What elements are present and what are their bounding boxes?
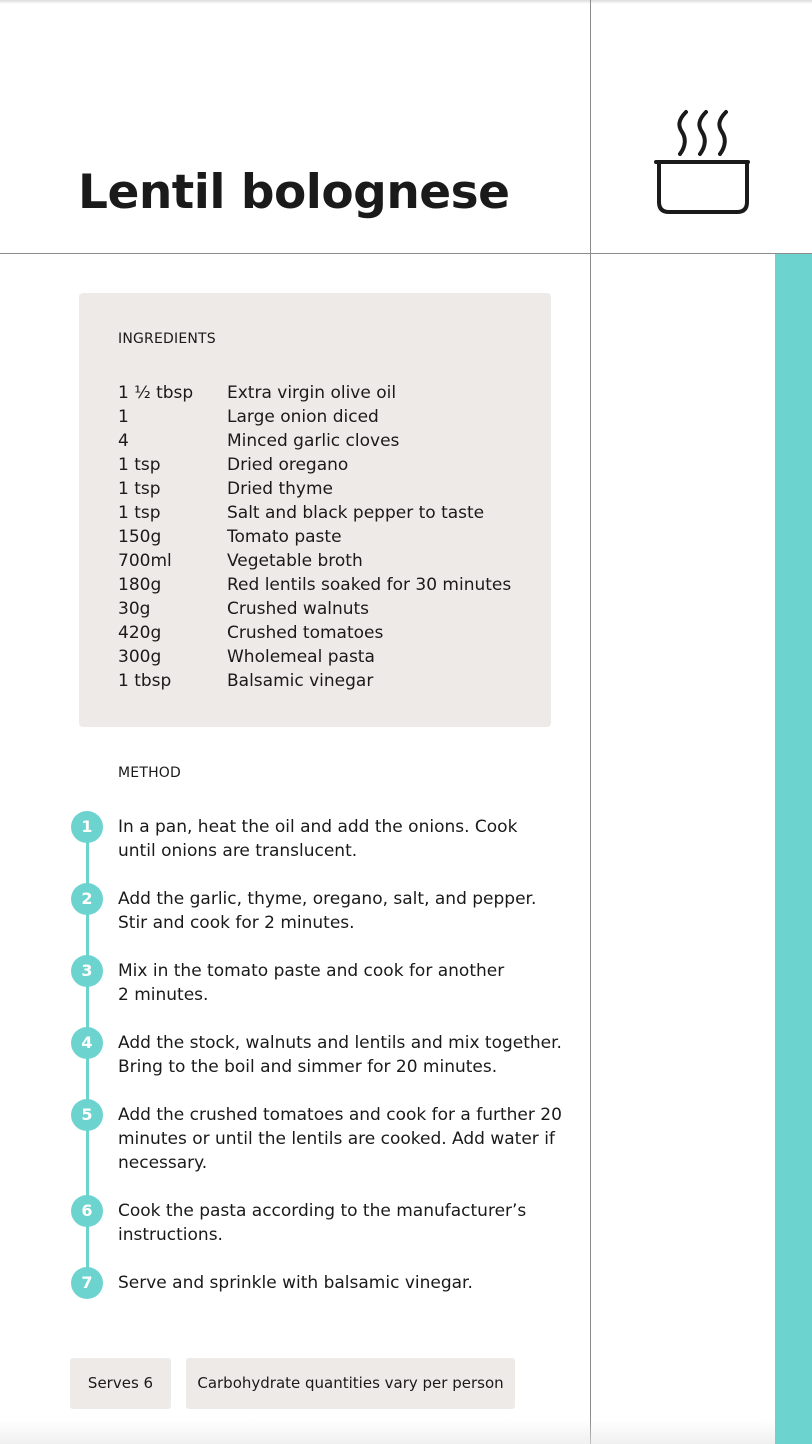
- header-divider: [0, 253, 812, 254]
- ingredient-quantity: 420g: [118, 623, 162, 643]
- ingredient-name: Wholemeal pasta: [227, 647, 375, 667]
- ingredient-quantity: 150g: [118, 527, 162, 547]
- step-text: Add the crushed tomatoes and cook for a further 20 minutes or until the lentils are cooked. Add water if necessary.: [118, 1105, 562, 1173]
- step-text: Add the stock, walnuts and lentils and mix together. Bring to the boil and simmer for 20 minutes.: [118, 1033, 562, 1077]
- ingredient-row: [118, 525, 511, 549]
- step-number-badge: 6: [71, 1195, 103, 1227]
- ingredient-quantity: 700ml: [118, 551, 172, 571]
- accent-bar: [775, 254, 812, 1444]
- ingredient-row: [118, 429, 511, 453]
- ingredient-name: Red lentils soaked for 30 minutes: [227, 575, 512, 595]
- ingredient-name: Tomato paste: [227, 527, 342, 547]
- step-number-badge: 7: [71, 1267, 103, 1299]
- ingredient-quantity: 1 tsp: [118, 455, 161, 475]
- ingredient-quantity: 1 ½ tbsp: [118, 383, 194, 403]
- ingredient-row: [118, 549, 511, 573]
- carbohydrate-note-tag: Carbohydrate quantities vary per person: [186, 1358, 515, 1409]
- bottom-fade: [0, 1420, 775, 1444]
- ingredient-name: Dried oregano: [227, 455, 349, 475]
- step-number-badge: 4: [71, 1027, 103, 1059]
- ingredient-quantity: 300g: [118, 647, 162, 667]
- step-text: Serve and sprinkle with balsamic vinegar.: [118, 1273, 473, 1293]
- ingredient-name: Crushed walnuts: [227, 599, 370, 619]
- ingredient-row: [118, 669, 511, 693]
- top-shadow: [0, 0, 812, 4]
- step-text: Add the garlic, thyme, oregano, salt, and pepper. Stir and cook for 2 minutes.: [118, 889, 537, 933]
- ingredient-name: Crushed tomatoes: [227, 623, 384, 643]
- ingredient-row: [118, 501, 511, 525]
- ingredient-name: Balsamic vinegar: [227, 671, 374, 691]
- cooking-pot-steam-icon: [652, 108, 756, 218]
- method-heading: METHOD: [118, 765, 182, 781]
- ingredient-row: [118, 645, 511, 669]
- recipe-title: Lentil bolognese: [78, 165, 510, 220]
- step-number-badge: 5: [71, 1099, 103, 1131]
- ingredient-name: Minced garlic cloves: [227, 431, 400, 451]
- ingredient-quantity: 180g: [118, 575, 162, 595]
- step-text: In a pan, heat the oil and add the onions. Cook until onions are translucent.: [118, 817, 518, 861]
- ingredient-name: Dried thyme: [227, 479, 333, 499]
- column-divider: [590, 0, 591, 1444]
- ingredient-quantity: 1 tbsp: [118, 671, 172, 691]
- ingredient-row: [118, 597, 511, 621]
- ingredient-quantity: 30g: [118, 599, 151, 619]
- ingredient-quantity: 1 tsp: [118, 503, 161, 523]
- serves-tag: Serves 6: [70, 1358, 171, 1409]
- ingredient-row: [118, 405, 511, 429]
- ingredients-list: [118, 381, 511, 693]
- ingredient-row: [118, 381, 511, 405]
- ingredient-row: [118, 477, 511, 501]
- step-text: Mix in the tomato paste and cook for another 2 minutes.: [118, 961, 505, 1005]
- ingredient-name: Vegetable broth: [227, 551, 363, 571]
- ingredient-name: Large onion diced: [227, 407, 379, 427]
- ingredient-row: [118, 453, 511, 477]
- ingredient-row: [118, 621, 511, 645]
- ingredient-name: Extra virgin olive oil: [227, 383, 397, 403]
- ingredient-row: [118, 573, 511, 597]
- ingredient-quantity: 1 tsp: [118, 479, 161, 499]
- step-number-badge: 3: [71, 955, 103, 987]
- ingredient-quantity: 1: [118, 407, 129, 427]
- ingredient-quantity: 4: [118, 431, 129, 451]
- ingredient-name: Salt and black pepper to taste: [227, 503, 485, 523]
- step-text: Cook the pasta according to the manufacturer’s instructions.: [118, 1201, 527, 1245]
- step-number-badge: 1: [71, 811, 103, 843]
- step-number-badge: 2: [71, 883, 103, 915]
- ingredients-heading: INGREDIENTS: [118, 331, 216, 347]
